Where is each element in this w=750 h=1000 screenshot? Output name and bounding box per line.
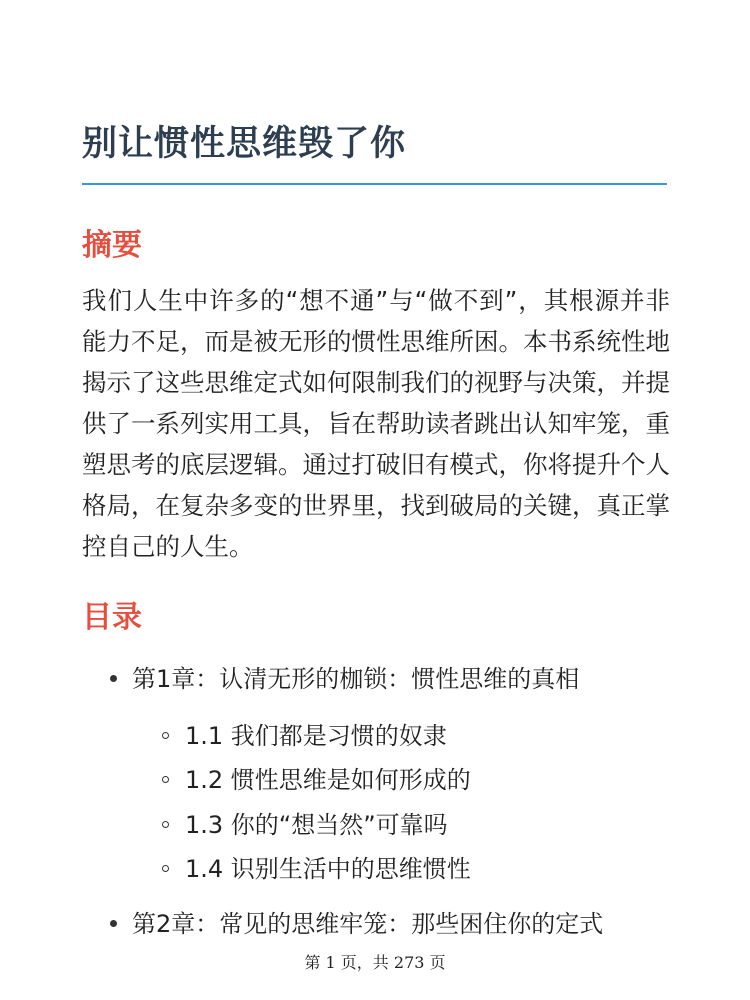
title-divider [82,183,667,185]
circle-bullet-icon [162,821,169,828]
toc-chapter-label: 第1章：认清无形的枷锁：惯性思维的真相 [132,665,580,693]
summary-paragraph: 我们人生中许多的“想不通”与“做不到”，其根源并非能力不足，而是被无形的惯性思维所困。本书系统性地揭示了这些思维定式如何限制我们的视野与决策，并提供了一系列实用工具，旨在帮助读者跳出认知牢笼，重塑思考的底层逻辑。通过打破旧有模式，你将提升个人格局，在复杂多变的世界里，找到破局的关键，真正掌控自己的人生。 [82,286,670,561]
toc-section-label: 1.2 惯性思维是如何形成的 [185,766,471,794]
circle-bullet-icon [162,776,169,783]
toc-section-1-1[interactable] [162,716,447,751]
toc-section-label: 1.1 我们都是习惯的奴隶 [185,722,447,750]
page-number-footer: 第 1 页，共 273 页 [304,953,446,972]
toc-heading: 目录 [82,600,142,635]
toc-section-1-4[interactable] [162,849,471,884]
toc-chapter-label: 第2章：常见的思维牢笼：那些困住你的定式 [132,910,604,938]
toc-chapter-1[interactable] [110,659,579,694]
bullet-icon [110,920,117,927]
toc-chapter-2[interactable] [110,904,603,939]
circle-bullet-icon [162,865,169,872]
circle-bullet-icon [162,732,169,739]
document-title: 别让惯性思维毁了你 [82,124,407,164]
toc-section-label: 1.3 你的“想当然”可靠吗 [185,811,448,839]
toc-section-label: 1.4 识别生活中的思维惯性 [185,855,471,883]
toc-section-1-3[interactable] [162,805,448,840]
toc-section-1-2[interactable] [162,760,471,795]
summary-heading: 摘要 [82,228,142,263]
bullet-icon [110,675,117,682]
